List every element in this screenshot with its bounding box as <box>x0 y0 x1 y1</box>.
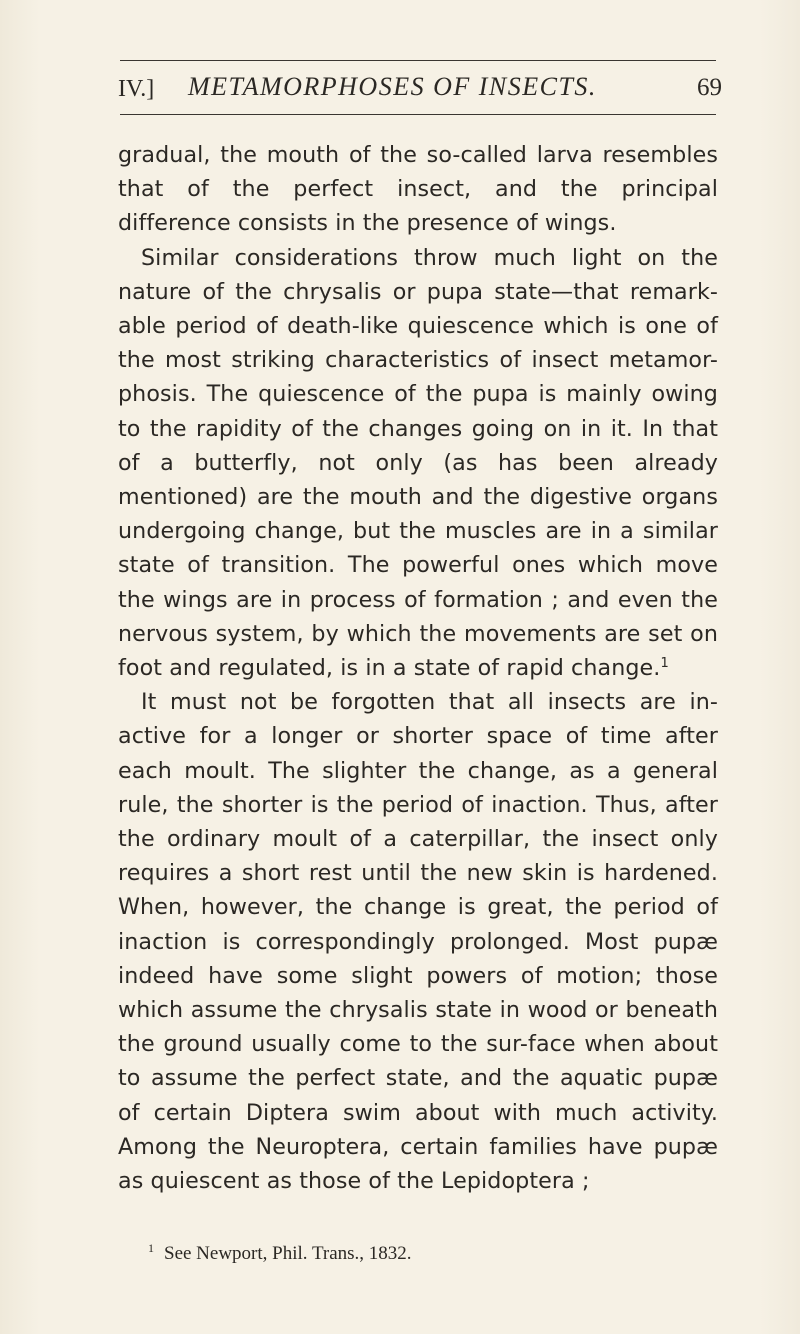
footnote-mark: 1 <box>148 1241 154 1255</box>
footnote-reference: 1 <box>660 656 669 672</box>
running-header <box>118 72 722 106</box>
paragraph-2-text: Similar considerations throw much light on the nature of the chrysalis or pupa state—that remark-able period of death-like quiescence which is one of the most striking characteristics of insect metamor-phosis. The quiescence of the pupa is mainly owing to the rapidity of the changes going on in it. In that of a butterfly, not only (as has been already mentioned) are the mouth and the digestive organs undergoing change, but the muscles are in a similar state of transition. The powerful ones which move the wings are in process of formation ; and even the nervous system, by which the movements are set on foot and regulated, is in a state of rapid change. <box>118 244 718 682</box>
paragraph-2 <box>118 241 718 686</box>
paragraph-1-text: gradual, the mouth of the so-called larva resembles that of the perfect insect, and the principal difference consists in the presence of wings. <box>118 142 718 237</box>
page-number: 69 <box>697 74 722 101</box>
running-title: METAMORPHOSES OF INSECTS. <box>188 72 597 101</box>
header-top-rule <box>120 60 716 61</box>
chapter-marker: IV.] <box>118 76 155 102</box>
paragraph-3-text: It must not be forgotten that all insects are in-active for a longer or shorter space of time after each moult. The slighter the change, as a general rule, the shorter is the period of inaction. Thus, after the ordinary moult of a caterpillar, the insect only requires a short rest until the new skin is hardened. When, however, the change is great, the period of inaction is correspondingly prolonged. Most pupæ indeed have some slight powers of motion; those which assume the chrysalis state in wood or beneath the ground usually come to the sur-face when about to assume the perfect state, and the aquatic pupæ of certain Diptera swim about with much activity. Among the Neuroptera, certain families have pupæ as quiescent as those of the Lepidoptera ; <box>118 689 718 1195</box>
paragraph-1 <box>118 138 718 241</box>
paragraph-3 <box>118 685 718 1198</box>
footnote-text: See Newport, Phil. Trans., 1832. <box>164 1243 412 1264</box>
footnote <box>148 1236 708 1266</box>
header-bottom-rule <box>120 114 716 115</box>
body-text <box>118 138 718 1198</box>
